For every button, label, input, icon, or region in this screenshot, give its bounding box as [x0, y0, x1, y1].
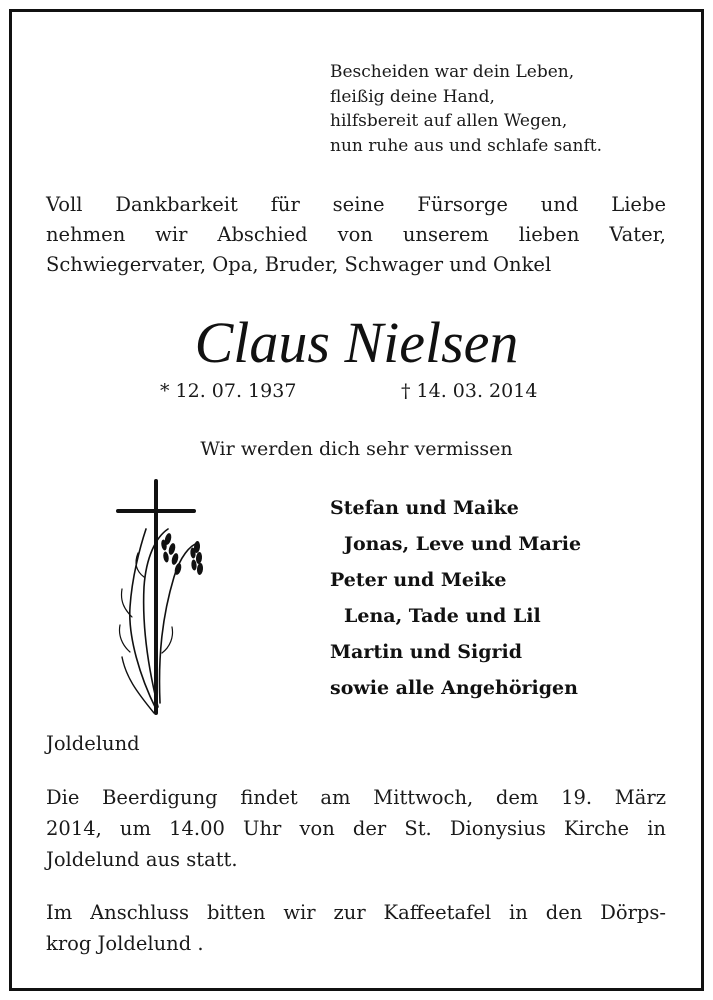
funeral-line: 2014, um 14.00 Uhr von der St. Dionysius Kirche in: [46, 817, 666, 840]
miss-text: Wir werden dich sehr vermissen: [200, 438, 513, 460]
intro-line: Schwiegervater, Opa, Bruder, Schwager und Onkel: [46, 253, 552, 276]
deceased-name: Claus Nielsen: [194, 310, 519, 375]
poem-line: nun ruhe aus und schlafe sanft.: [330, 135, 602, 156]
cross-with-wheat-icon: [100, 477, 210, 717]
family-line: Peter und Meike: [330, 569, 507, 591]
death-date: † 14. 03. 2014: [401, 380, 538, 402]
family-line: sowie alle Angehörigen: [330, 677, 578, 699]
funeral-notice: [46, 782, 666, 875]
town-name: Joldelund: [46, 732, 140, 755]
poem: [330, 60, 690, 158]
family-line: Jonas, Leve und Marie: [344, 533, 582, 555]
intro-line: nehmen wir Abschied von unserem lieben Vater,: [46, 223, 666, 246]
funeral-line: Die Beerdigung findet am Mittwoch, dem 19. März: [46, 786, 666, 809]
family-line: Stefan und Maike: [330, 497, 519, 519]
intro-text: [46, 190, 666, 280]
poem-line: hilfsbereit auf allen Wegen,: [330, 111, 568, 131]
obituary-frame: [9, 9, 704, 991]
poem-line: fleißig deine Hand,: [330, 86, 495, 107]
coffee-line: Im Anschluss bitten wir zur Kaffeetafel in den Dörps-: [46, 901, 666, 924]
family-line: Lena, Tade und Lil: [344, 605, 541, 627]
intro-line: Voll Dankbarkeit für seine Fürsorge und Liebe: [46, 193, 666, 216]
family-line: Martin und Sigrid: [330, 641, 523, 663]
coffee-line: krog Joldelund .: [46, 932, 204, 955]
funeral-line: Joldelund aus statt.: [46, 848, 238, 871]
birth-date: * 12. 07. 1937: [160, 380, 297, 402]
poem-line: Bescheiden war dein Leben,: [330, 62, 575, 82]
family-list: [330, 490, 700, 706]
coffee-notice: [46, 897, 666, 959]
